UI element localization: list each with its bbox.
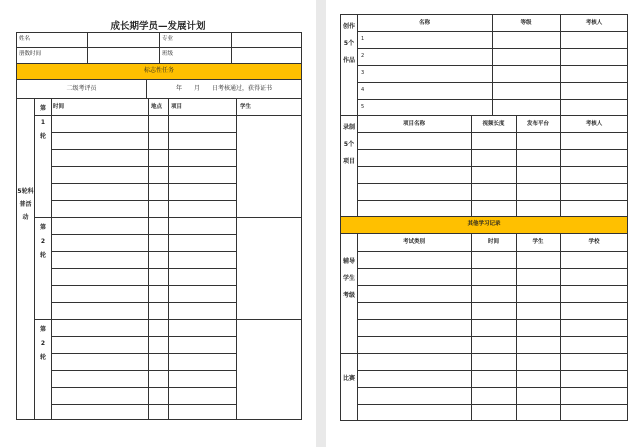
row-line	[51, 336, 236, 337]
work-number: 2	[361, 53, 365, 59]
work-number: 1	[361, 36, 365, 42]
row-line	[357, 132, 628, 133]
col-student-header: 学生	[532, 239, 544, 245]
row-line	[357, 82, 628, 83]
col-assessor-header: 考核人	[585, 20, 603, 26]
side-label-tutoring: 辅导学生考级	[342, 258, 355, 299]
row-line	[357, 336, 628, 337]
row-line	[357, 200, 628, 201]
col-platform-header: 发布平台	[526, 121, 549, 127]
row-line	[51, 132, 236, 133]
side-label-competition: 比赛	[342, 375, 355, 382]
row-line	[51, 183, 236, 184]
row-line	[51, 268, 236, 269]
row-line	[357, 319, 628, 320]
row-line	[51, 251, 236, 252]
row-line	[51, 302, 236, 303]
col-grade-header: 等级	[520, 20, 532, 26]
col-time-header: 时间	[487, 239, 499, 245]
row-line	[51, 166, 236, 167]
row-line	[357, 99, 628, 100]
row-line	[340, 353, 357, 354]
major-label: 专业	[159, 32, 232, 48]
name-value[interactable]	[87, 32, 160, 48]
row-line	[236, 115, 302, 116]
col-place-header: 地点	[151, 104, 163, 110]
col-project-name-header: 项目名称	[402, 121, 425, 127]
task-level: 二级考评员	[16, 79, 147, 99]
side-label-videos: 录制5个项目	[342, 124, 355, 165]
round-3-label: 第 2 轮	[39, 326, 46, 361]
enroll-time-value[interactable]	[87, 47, 160, 64]
row-line	[357, 404, 628, 405]
row-line	[357, 387, 628, 388]
row-line	[51, 285, 236, 286]
row-line	[357, 302, 628, 303]
row-line	[357, 166, 628, 167]
row-line	[357, 370, 628, 371]
row-line	[357, 183, 628, 184]
page-left	[0, 0, 316, 447]
round-1-label: 第 1 轮	[39, 105, 46, 140]
page-title: 成长期学员—发展计划	[110, 21, 206, 32]
col-assessor-header: 考核人	[585, 121, 603, 127]
work-number: 5	[361, 104, 365, 110]
round-2-label: 第 2 轮	[39, 224, 46, 259]
section-title-tasks: 标志性任务	[16, 63, 302, 80]
class-label: 班级	[159, 47, 232, 64]
col-name-header: 名称	[418, 20, 430, 26]
col-length-header: 视频长度	[482, 121, 505, 127]
name-label: 姓名	[16, 32, 88, 48]
row-line	[51, 404, 236, 405]
row-line	[357, 149, 628, 150]
row-line	[357, 285, 628, 286]
col-exam-type-header: 考试类别	[402, 239, 425, 245]
row-line	[357, 353, 628, 354]
section-title-other: 其他学习记录	[340, 216, 628, 234]
col-student-header: 学生	[240, 104, 252, 110]
page-right	[326, 0, 642, 447]
activity-table	[16, 98, 302, 420]
enroll-time-label: 册数时间	[16, 47, 88, 64]
major-value[interactable]	[231, 32, 302, 48]
row-line	[357, 31, 628, 32]
col-school-header: 学校	[588, 239, 600, 245]
row-line	[357, 65, 628, 66]
row-line	[51, 149, 236, 150]
side-label-activities: 5轮科普活动	[17, 188, 34, 221]
row-line	[357, 251, 628, 252]
other-table	[340, 233, 628, 421]
work-number: 4	[361, 87, 365, 93]
work-number: 3	[361, 70, 365, 76]
class-value[interactable]	[231, 47, 302, 64]
row-line	[51, 370, 236, 371]
page-gutter	[316, 0, 326, 447]
col-time-header: 时间	[53, 104, 65, 110]
row-line	[51, 200, 236, 201]
row-line	[357, 48, 628, 49]
row-line	[51, 353, 236, 354]
task-date-text: 年 月 日考核通过，获得证书	[146, 79, 302, 99]
row-line	[51, 115, 236, 116]
col-project-header: 项目	[171, 104, 183, 110]
row-line	[51, 387, 236, 388]
row-line	[51, 234, 236, 235]
side-label-works: 创作5个作品	[342, 23, 355, 64]
row-line	[357, 268, 628, 269]
row-line	[34, 115, 51, 116]
